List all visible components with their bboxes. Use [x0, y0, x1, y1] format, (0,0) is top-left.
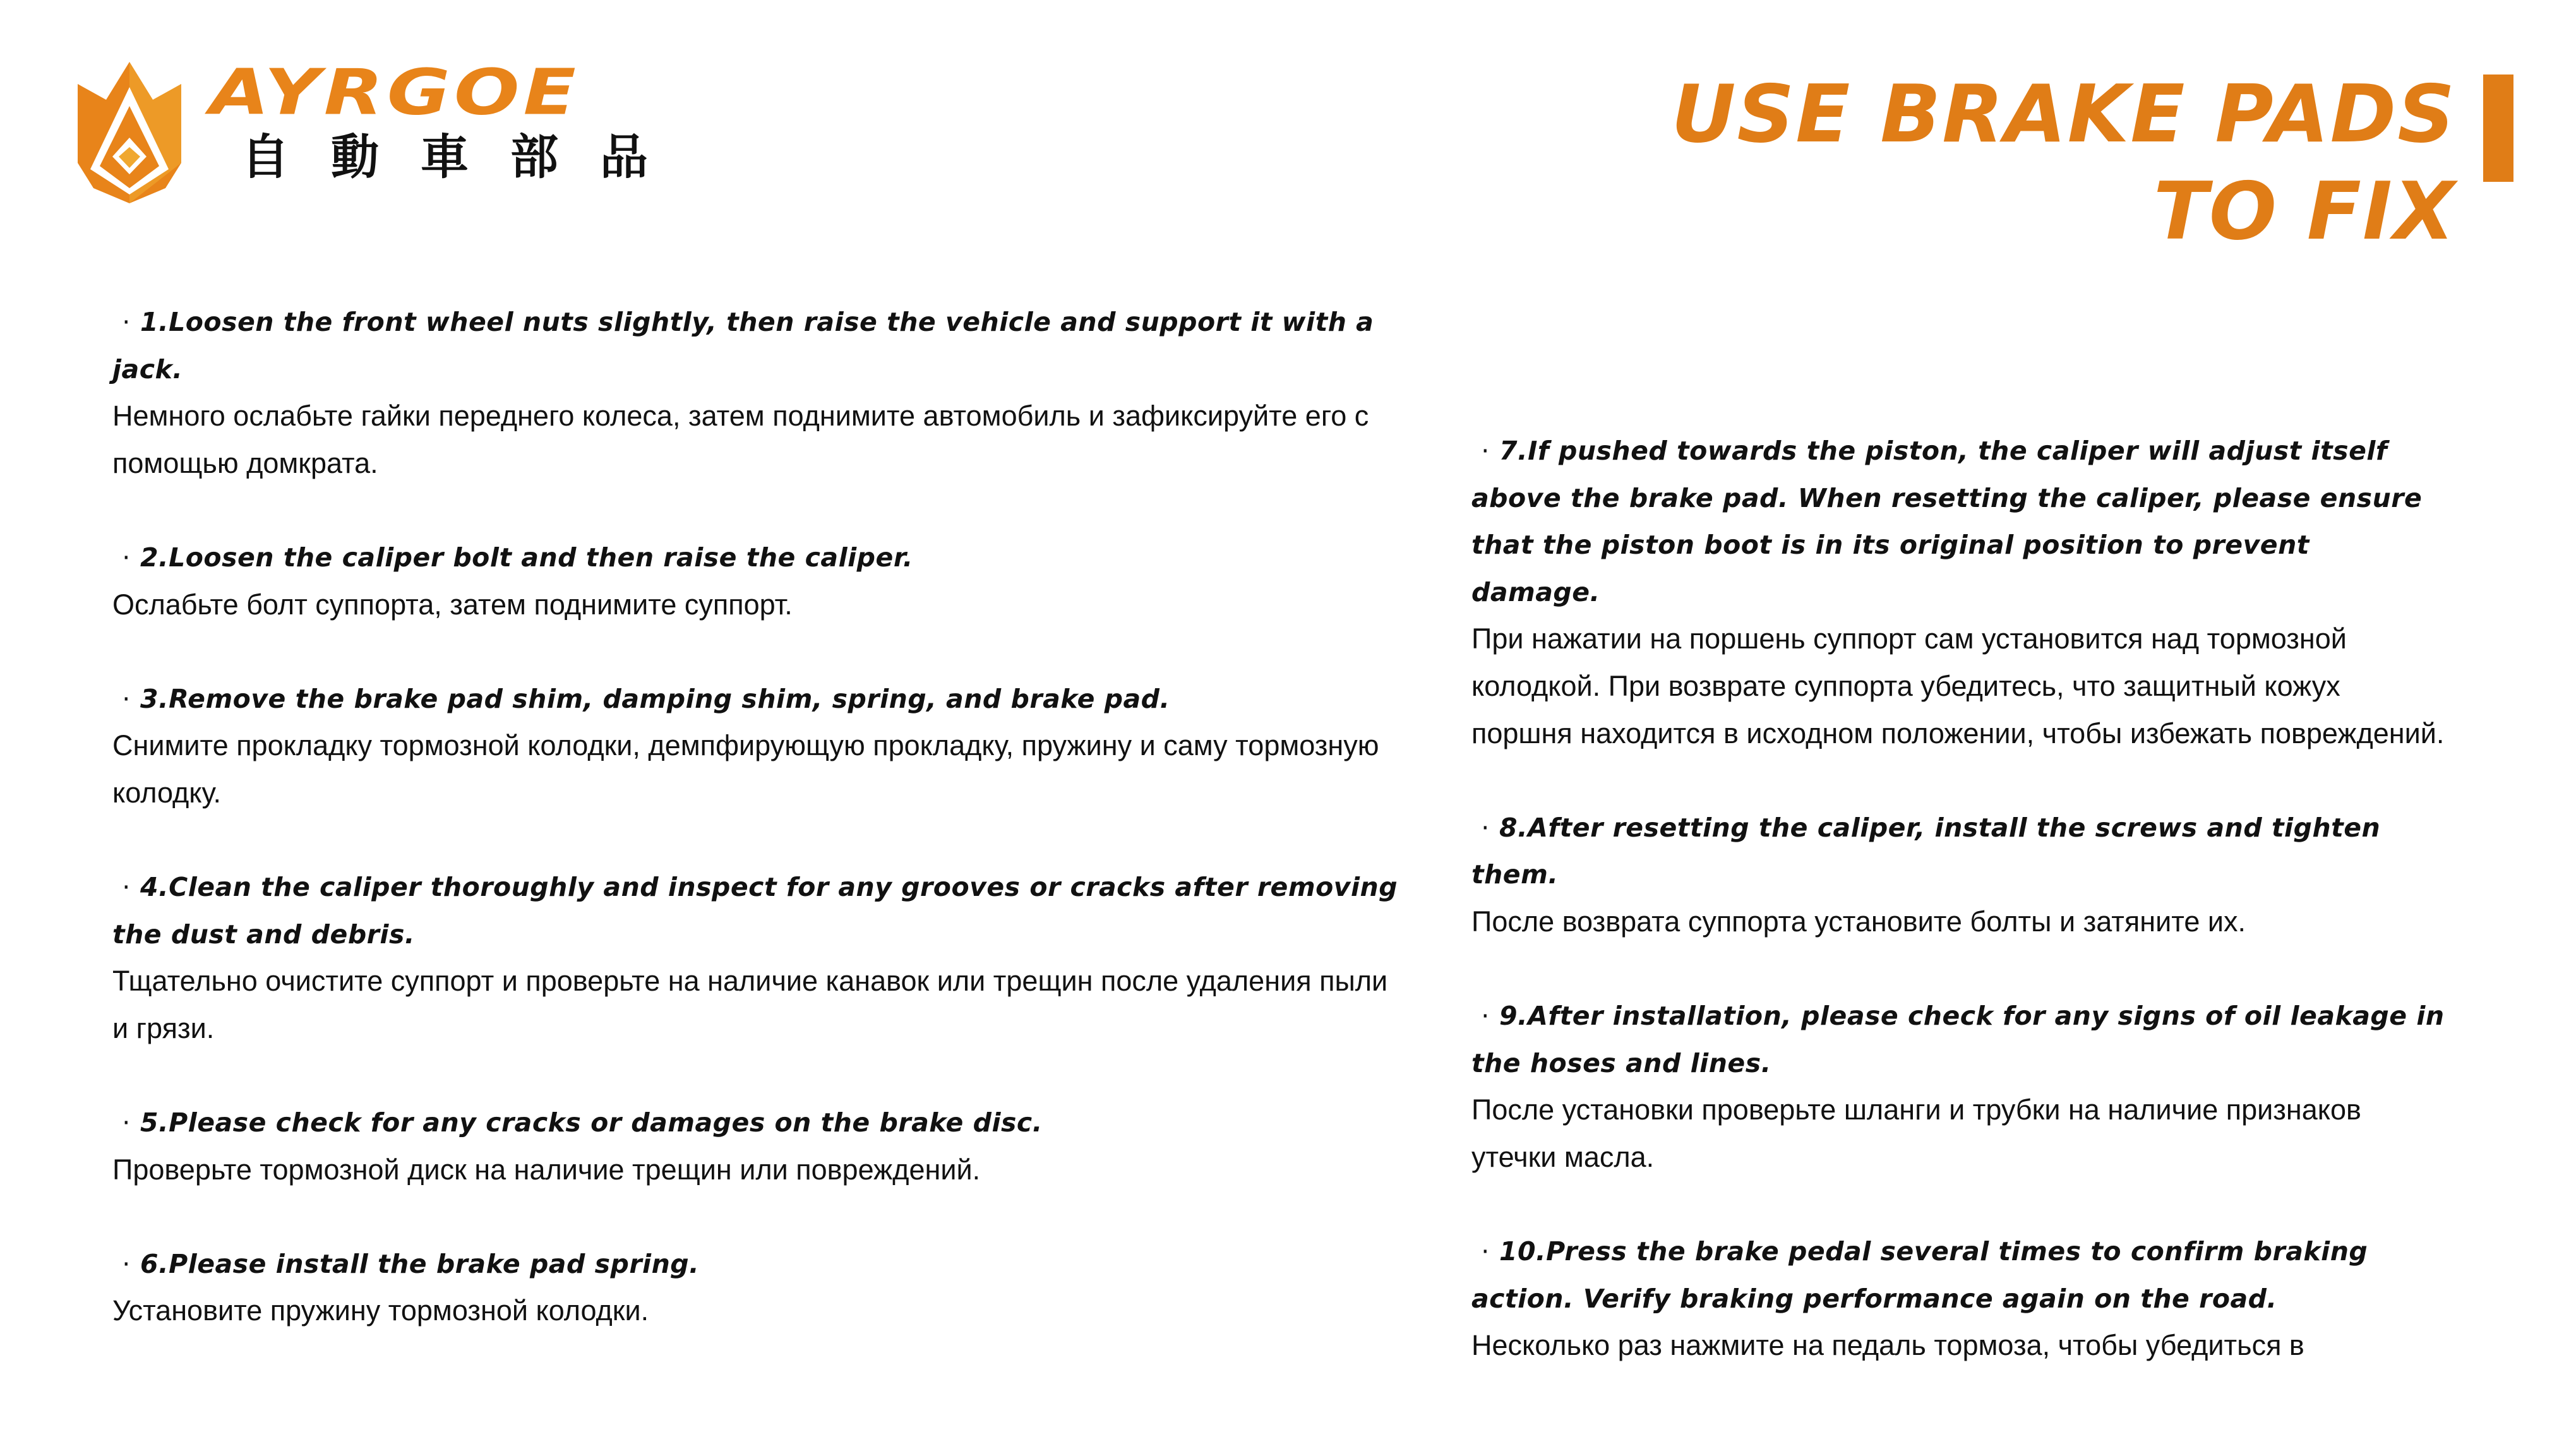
page-title	[1671, 66, 2456, 260]
step-heading: 10.Press the brake pedal several times to confirm braking action. Verify braking performance again on the road.	[1471, 1236, 2368, 1314]
bullet: ·	[1481, 812, 1490, 843]
title-line-1: USE BRAKE PADS	[1671, 68, 2456, 160]
step-text: Ослабьте болт суппорта, затем поднимите суппорт.	[112, 588, 793, 621]
title-line-2: TO FIX	[2153, 165, 2456, 258]
step-text: Установите пружину тормозной колодки.	[112, 1294, 649, 1327]
step-item	[1471, 1228, 2447, 1369]
step-item	[112, 864, 1407, 1052]
step-text: После возврата суппорта установите болты и затяните их.	[1471, 905, 2246, 938]
step-item	[1471, 993, 2447, 1181]
step-text: Немного ослабьте гайки переднего колеса, затем поднимите автомобиль и зафиксируйте его с помощью домкрата.	[112, 400, 1369, 479]
steps-left-column	[112, 299, 1407, 1382]
step-text: Снимите прокладку тормозной колодки, демпфирующую прокладку, пружину и саму тормозную колодку.	[112, 729, 1379, 809]
bullet: ·	[1481, 436, 1490, 466]
step-heading: 7.If pushed towards the piston, the caliper will adjust itself above the brake pad. When resetting the caliper, please ensure that the piston boot is in its original position to prevent damage.	[1471, 436, 2423, 607]
title-accent-bar	[2483, 75, 2513, 182]
step-heading: 4.Clean the caliper thoroughly and inspect for any grooves or cracks after removing the dust and debris.	[112, 872, 1398, 950]
step-heading: 2.Loosen the caliper bolt and then raise the caliper.	[140, 542, 913, 573]
step-heading: 3.Remove the brake pad shim, damping shim, spring, and brake pad.	[140, 683, 1170, 714]
bullet: ·	[122, 1248, 131, 1279]
step-item	[1471, 427, 2447, 757]
step-heading: 1.Loosen the front wheel nuts slightly, then raise the vehicle and support it with a jack.	[112, 307, 1374, 385]
step-text: При нажатии на поршень суппорт сам установится над тормозной колодкой. При возврате суппорта убедитесь, что защитный кожух поршня находится в исходном положении, чтобы избежать повреждений.	[1471, 623, 2445, 749]
step-heading: 9.After installation, please check for any signs of oil leakage in the hoses and lines.	[1471, 1001, 2445, 1078]
step-item	[112, 1099, 1407, 1193]
brand-subtitle: 自動車部品	[241, 131, 690, 184]
step-item	[112, 534, 1407, 628]
brand-shield-logo-icon	[71, 62, 188, 203]
step-item	[1471, 804, 2447, 946]
step-item	[112, 299, 1407, 487]
bullet: ·	[122, 1107, 131, 1138]
step-heading: 6.Please install the brake pad spring.	[140, 1248, 700, 1279]
bullet: ·	[122, 542, 131, 573]
step-item	[112, 1241, 1407, 1335]
step-heading: 8.After resetting the caliper, install the screws and tighten them.	[1471, 812, 2381, 890]
step-text: Тщательно очистите суппорт и проверьте на наличие канавок или трещин после удаления пыли и грязи.	[112, 965, 1388, 1044]
bullet: ·	[1481, 1001, 1490, 1032]
step-text: После установки проверьте шланги и трубки на наличие признаков утечки масла.	[1471, 1094, 2361, 1173]
bullet: ·	[122, 307, 131, 337]
step-item	[112, 676, 1407, 817]
bullet: ·	[122, 872, 131, 903]
step-heading: 5.Please check for any cracks or damages on the brake disc.	[140, 1107, 1043, 1138]
bullet: ·	[1481, 1236, 1490, 1267]
bullet: ·	[122, 683, 131, 714]
brand-name: AYRGOE	[210, 55, 580, 129]
step-text: Несколько раз нажмите на педаль тормоза, чтобы убедиться в	[1471, 1329, 2304, 1362]
steps-right-column	[1471, 427, 2447, 1416]
step-text: Проверьте тормозной диск на наличие трещин или повреждений.	[112, 1153, 981, 1186]
